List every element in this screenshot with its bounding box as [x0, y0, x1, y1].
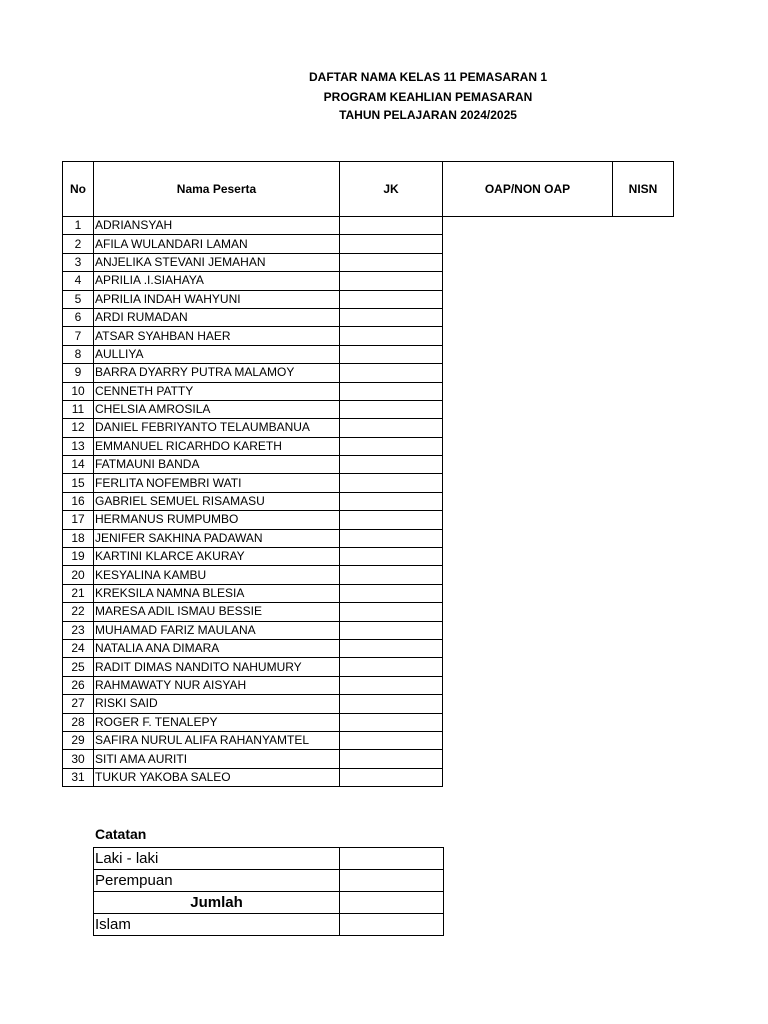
oap-cell: [443, 584, 613, 602]
row-number: 9: [63, 364, 94, 382]
student-name: ADRIANSYAH: [94, 217, 340, 235]
nisn-cell: [613, 437, 674, 455]
table-row: [63, 290, 674, 308]
table-row: [63, 529, 674, 547]
oap-cell: [443, 750, 613, 768]
student-name: ANJELIKA STEVANI JEMAHAN: [94, 253, 340, 271]
oap-cell: [443, 327, 613, 345]
nisn-cell: [613, 272, 674, 290]
nisn-cell: [613, 603, 674, 621]
student-name: FERLITA NOFEMBRI WATI: [94, 474, 340, 492]
row-number: 19: [63, 548, 94, 566]
student-name: KESYALINA KAMBU: [94, 566, 340, 584]
table-row: [63, 658, 674, 676]
row-number: 29: [63, 731, 94, 749]
student-name: MARESA ADIL ISMAU BESSIE: [94, 603, 340, 621]
notes-row: [94, 870, 444, 892]
column-header-jk: JK: [340, 162, 443, 217]
table-row: [63, 419, 674, 437]
row-number: 15: [63, 474, 94, 492]
notes-row-label: Perempuan: [94, 870, 340, 892]
jk-cell: [340, 253, 443, 271]
table-row: [63, 474, 674, 492]
nisn-cell: [613, 621, 674, 639]
nisn-cell: [613, 382, 674, 400]
student-name: ATSAR SYAHBAN HAER: [94, 327, 340, 345]
table-row: [63, 548, 674, 566]
notes-row: [94, 914, 444, 936]
oap-cell: [443, 308, 613, 326]
table-row: [63, 511, 674, 529]
student-name: CHELSIA AMROSILA: [94, 400, 340, 418]
student-name: NATALIA ANA DIMARA: [94, 639, 340, 657]
nisn-cell: [613, 474, 674, 492]
jk-cell: [340, 419, 443, 437]
oap-cell: [443, 511, 613, 529]
nisn-cell: [613, 400, 674, 418]
student-name: RAHMAWATY NUR AISYAH: [94, 676, 340, 694]
student-name: KARTINI KLARCE AKURAY: [94, 548, 340, 566]
row-number: 25: [63, 658, 94, 676]
table-row: [63, 750, 674, 768]
nisn-cell: [613, 235, 674, 253]
nisn-cell: [613, 456, 674, 474]
row-number: 10: [63, 382, 94, 400]
row-number: 4: [63, 272, 94, 290]
row-number: 11: [63, 400, 94, 418]
oap-cell: [443, 364, 613, 382]
table-row: [63, 253, 674, 271]
nisn-cell: [613, 639, 674, 657]
row-number: 2: [63, 235, 94, 253]
table-row: [63, 584, 674, 602]
table-row: [63, 492, 674, 510]
table-row: [63, 364, 674, 382]
row-number: 3: [63, 253, 94, 271]
table-row: [63, 400, 674, 418]
row-number: 6: [63, 308, 94, 326]
jk-cell: [340, 235, 443, 253]
nisn-cell: [613, 658, 674, 676]
student-name: RADIT DIMAS NANDITO NAHUMURY: [94, 658, 340, 676]
jk-cell: [340, 548, 443, 566]
student-name: SITI AMA AURITI: [94, 750, 340, 768]
row-number: 14: [63, 456, 94, 474]
row-number: 24: [63, 639, 94, 657]
nisn-cell: [613, 750, 674, 768]
table-row: [63, 345, 674, 363]
jk-cell: [340, 492, 443, 510]
table-row: [63, 713, 674, 731]
row-number: 27: [63, 695, 94, 713]
student-name: APRILIA .I.SIAHAYA: [94, 272, 340, 290]
column-header-name: Nama Peserta: [94, 162, 340, 217]
notes-row-value: [340, 914, 444, 936]
jk-cell: [340, 308, 443, 326]
student-name: AFILA WULANDARI LAMAN: [94, 235, 340, 253]
jk-cell: [340, 713, 443, 731]
nisn-cell: [613, 327, 674, 345]
jk-cell: [340, 676, 443, 694]
student-name: DANIEL FEBRIYANTO TELAUMBANUA: [94, 419, 340, 437]
nisn-cell: [613, 695, 674, 713]
oap-cell: [443, 400, 613, 418]
student-name: BARRA DYARRY PUTRA MALAMOY: [94, 364, 340, 382]
nisn-cell: [613, 676, 674, 694]
notes-row: [94, 892, 444, 914]
row-number: 28: [63, 713, 94, 731]
row-number: 22: [63, 603, 94, 621]
student-name: AULLIYA: [94, 345, 340, 363]
jk-cell: [340, 621, 443, 639]
table-row: [63, 768, 674, 786]
row-number: 1: [63, 217, 94, 235]
nisn-cell: [613, 419, 674, 437]
jk-cell: [340, 382, 443, 400]
nisn-cell: [613, 290, 674, 308]
row-number: 31: [63, 768, 94, 786]
nisn-cell: [613, 253, 674, 271]
oap-cell: [443, 437, 613, 455]
notes-row-label: Islam: [94, 914, 340, 936]
student-name: CENNETH PATTY: [94, 382, 340, 400]
jk-cell: [340, 474, 443, 492]
oap-cell: [443, 676, 613, 694]
student-table: [62, 161, 674, 787]
nisn-cell: [613, 492, 674, 510]
oap-cell: [443, 419, 613, 437]
oap-cell: [443, 345, 613, 363]
oap-cell: [443, 658, 613, 676]
jk-cell: [340, 731, 443, 749]
table-row: [63, 731, 674, 749]
nisn-cell: [613, 217, 674, 235]
table-row: [63, 639, 674, 657]
row-number: 8: [63, 345, 94, 363]
oap-cell: [443, 768, 613, 786]
jk-cell: [340, 639, 443, 657]
oap-cell: [443, 713, 613, 731]
jk-cell: [340, 603, 443, 621]
table-row: [63, 566, 674, 584]
oap-cell: [443, 474, 613, 492]
student-name: HERMANUS RUMPUMBO: [94, 511, 340, 529]
oap-cell: [443, 235, 613, 253]
student-name: APRILIA INDAH WAHYUNI: [94, 290, 340, 308]
nisn-cell: [613, 768, 674, 786]
student-name: ARDI RUMADAN: [94, 308, 340, 326]
student-name: MUHAMAD FARIZ MAULANA: [94, 621, 340, 639]
jk-cell: [340, 327, 443, 345]
table-row: [63, 621, 674, 639]
row-number: 13: [63, 437, 94, 455]
jk-cell: [340, 437, 443, 455]
nisn-cell: [613, 345, 674, 363]
student-name: KREKSILA NAMNA BLESIA: [94, 584, 340, 602]
nisn-cell: [613, 584, 674, 602]
jk-cell: [340, 272, 443, 290]
nisn-cell: [613, 308, 674, 326]
jk-cell: [340, 566, 443, 584]
jk-cell: [340, 768, 443, 786]
student-name: SAFIRA NURUL ALIFA RAHANYAMTEL: [94, 731, 340, 749]
oap-cell: [443, 253, 613, 271]
nisn-cell: [613, 731, 674, 749]
oap-cell: [443, 731, 613, 749]
row-number: 5: [63, 290, 94, 308]
oap-cell: [443, 548, 613, 566]
oap-cell: [443, 603, 613, 621]
row-number: 26: [63, 676, 94, 694]
column-header-nisn: NISN: [613, 162, 674, 217]
notes-row-value: [340, 892, 444, 914]
document-title: DAFTAR NAMA KELAS 11 PEMASARAN 1: [308, 70, 548, 84]
nisn-cell: [613, 548, 674, 566]
table-row: [63, 695, 674, 713]
program-title: PROGRAM KEAHLIAN PEMASARAN: [323, 90, 533, 104]
table-row: [63, 437, 674, 455]
nisn-cell: [613, 713, 674, 731]
row-number: 30: [63, 750, 94, 768]
table-row: [63, 272, 674, 290]
table-row: [63, 308, 674, 326]
jk-cell: [340, 217, 443, 235]
notes-row-value: [340, 870, 444, 892]
notes-row-label: Jumlah: [94, 892, 340, 914]
oap-cell: [443, 382, 613, 400]
nisn-cell: [613, 364, 674, 382]
row-number: 17: [63, 511, 94, 529]
row-number: 20: [63, 566, 94, 584]
jk-cell: [340, 658, 443, 676]
table-row: [63, 603, 674, 621]
oap-cell: [443, 639, 613, 657]
student-name: FATMAUNI BANDA: [94, 456, 340, 474]
column-header-no: No: [63, 162, 94, 217]
oap-cell: [443, 566, 613, 584]
row-number: 21: [63, 584, 94, 602]
oap-cell: [443, 621, 613, 639]
student-name: EMMANUEL RICARHDO KARETH: [94, 437, 340, 455]
notes-row-label: Laki - laki: [94, 848, 340, 870]
notes-label: Catatan: [95, 826, 147, 842]
academic-year-title: TAHUN PELAJARAN 2024/2025: [339, 108, 517, 122]
row-number: 23: [63, 621, 94, 639]
table-row: [63, 456, 674, 474]
jk-cell: [340, 511, 443, 529]
jk-cell: [340, 364, 443, 382]
oap-cell: [443, 217, 613, 235]
oap-cell: [443, 456, 613, 474]
table-header-row: [63, 162, 674, 217]
student-rows: [63, 217, 674, 787]
notes-rows: [94, 848, 444, 936]
column-header-oap: OAP/NON OAP: [443, 162, 613, 217]
table-row: [63, 382, 674, 400]
notes-row-value: [340, 848, 444, 870]
notes-row: [94, 848, 444, 870]
jk-cell: [340, 529, 443, 547]
oap-cell: [443, 272, 613, 290]
oap-cell: [443, 695, 613, 713]
jk-cell: [340, 400, 443, 418]
row-number: 7: [63, 327, 94, 345]
row-number: 12: [63, 419, 94, 437]
nisn-cell: [613, 511, 674, 529]
row-number: 18: [63, 529, 94, 547]
table-row: [63, 217, 674, 235]
jk-cell: [340, 750, 443, 768]
jk-cell: [340, 345, 443, 363]
jk-cell: [340, 584, 443, 602]
student-name: RISKI SAID: [94, 695, 340, 713]
jk-cell: [340, 456, 443, 474]
student-name: ROGER F. TENALEPY: [94, 713, 340, 731]
student-name: JENIFER SAKHINA PADAWAN: [94, 529, 340, 547]
student-name: GABRIEL SEMUEL RISAMASU: [94, 492, 340, 510]
nisn-cell: [613, 566, 674, 584]
oap-cell: [443, 290, 613, 308]
table-row: [63, 676, 674, 694]
table-row: [63, 235, 674, 253]
oap-cell: [443, 492, 613, 510]
table-row: [63, 327, 674, 345]
row-number: 16: [63, 492, 94, 510]
oap-cell: [443, 529, 613, 547]
nisn-cell: [613, 529, 674, 547]
jk-cell: [340, 695, 443, 713]
notes-table: [93, 847, 444, 936]
student-name: TUKUR YAKOBA SALEO: [94, 768, 340, 786]
jk-cell: [340, 290, 443, 308]
